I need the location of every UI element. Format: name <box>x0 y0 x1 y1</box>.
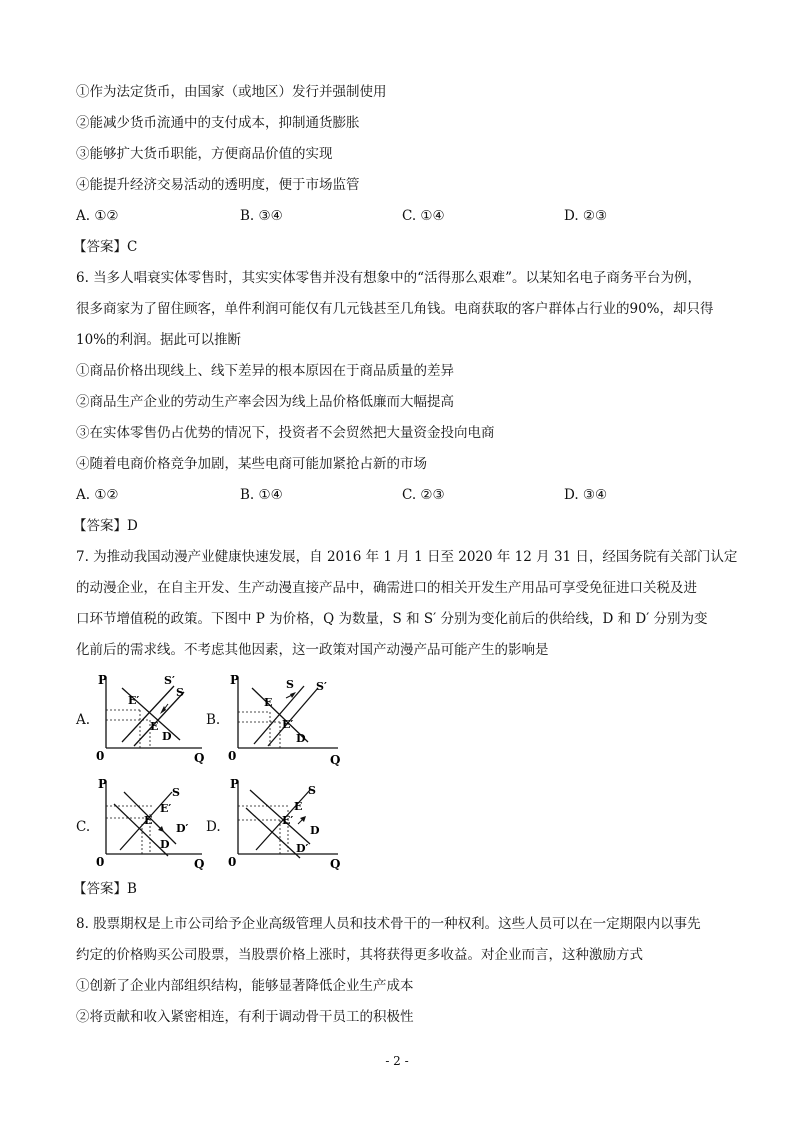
graph-a-origin-label: 0 <box>96 749 105 763</box>
q5-answer: 【答案】C <box>73 239 138 255</box>
graph-b-s-prime-label: S′ <box>316 680 327 693</box>
page-number: - 2 - <box>385 1054 409 1068</box>
graph-d <box>226 774 342 870</box>
q6-option-4: ④随着电商价格竞争加剧，某些电商可能加紧抢占新的市场 <box>76 456 427 472</box>
graph-a-q-label: Q <box>194 751 205 764</box>
q5-option-3: ③能够扩大货币职能，方便商品价值的实现 <box>76 146 333 162</box>
graph-d-letter: D. <box>206 819 221 835</box>
q6-option-1: ①商品价格出现线上、线下差异的根本原因在于商品质量的差异 <box>76 363 454 379</box>
q5-choices <box>76 206 716 226</box>
q8-option-2: ②将贡献和收入紧密相连，有利于调动骨干员工的积极性 <box>76 1009 414 1025</box>
q6-choice-a: A. ①② <box>76 487 119 503</box>
graph-d-d-prime-label: D′ <box>296 842 309 855</box>
graph-b-origin-label: 0 <box>228 749 237 763</box>
q7-stem-line-3: 口环节增值税的政策。下图中 P 为价格，Q 为数量，S 和 S′ 分别为变化前后的供给线，D 和 D′ 分别为变 <box>76 611 708 627</box>
graph-c-q-label: Q <box>194 857 205 870</box>
graph-b-q-label: Q <box>330 753 341 766</box>
graph-c-p-label: P <box>98 777 108 791</box>
graph-c-origin-label: 0 <box>96 855 105 869</box>
q6-stem-line-3: 10%的利润。据此可以推断 <box>76 332 242 348</box>
graph-c-d-label: D <box>160 838 170 851</box>
graph-b-letter: B. <box>206 712 221 728</box>
q5-option-1: ①作为法定货币，由国家（或地区）发行并强制使用 <box>76 84 387 100</box>
graph-d-e-prime-label: E′ <box>282 814 294 827</box>
graph-c <box>94 774 206 870</box>
q5-choice-d: D. ②③ <box>564 208 608 224</box>
graph-c-e-prime-label: E′ <box>160 802 172 815</box>
graph-b <box>226 672 342 766</box>
graph-a-letter: A. <box>76 712 91 728</box>
graph-c-letter: C. <box>76 819 91 835</box>
q6-choice-c: C. ②③ <box>402 487 445 503</box>
q5-option-4: ④能提升经济交易活动的透明度，便于市场监管 <box>76 177 360 193</box>
graph-c-s-label: S <box>172 786 180 799</box>
q5-option-2: ②能减少货币流通中的支付成本，抑制通货膨胀 <box>76 115 360 131</box>
graph-b-e-label: E <box>264 696 273 709</box>
q8-option-1: ①创新了企业内部组织结构，能够显著降低企业生产成本 <box>76 978 414 994</box>
graph-d-e-label: E <box>294 800 303 813</box>
graph-c-e-label: E <box>144 814 153 827</box>
graph-d-p-label: P <box>230 777 240 791</box>
q5-choice-a: A. ①② <box>76 208 119 224</box>
q7-stem-line-2: 的动漫企业，在自主开发、生产动漫直接产品中，确需进口的相关开发生产用品可享受免征进口关税及进 <box>76 580 697 596</box>
q5-choice-c: C. ①④ <box>402 208 445 224</box>
q8-stem-line-1: 8. 股票期权是上市公司给予企业高级管理人员和技术骨干的一种权利。这些人员可以在一定期限内以事先 <box>76 916 701 932</box>
q8-stem-line-2: 约定的价格购买公司股票，当股票价格上涨时，其将获得更多收益。对企业而言，这种激励方式 <box>76 947 643 963</box>
graph-d-origin-label: 0 <box>228 855 237 869</box>
q6-option-2: ②商品生产企业的劳动生产率会因为线上品价格低廉而大幅提高 <box>76 394 454 410</box>
q7-stem-line-4: 化前后的需求线。不考虑其他因素，这一政策对国产动漫产品可能产生的影响是 <box>76 642 549 658</box>
graph-b-e-prime-label: E′ <box>282 718 294 731</box>
q6-option-3: ③在实体零售仍占优势的情况下，投资者不会贸然把大量资金投向电商 <box>76 425 495 441</box>
graph-b-p-label: P <box>230 673 240 687</box>
q6-stem-line-1: 6. 当多人唱衰实体零售时，其实实体零售并没有想象中的“活得那么艰难”。以某知名电子商务平台为例， <box>76 270 701 286</box>
graph-a-e-label: E <box>150 720 159 733</box>
q6-choice-d: D. ③④ <box>564 487 608 503</box>
q7-stem-line-1: 7. 为推动我国动漫产业健康快速发展，自 2016 年 1 月 1 日至 2020 年 12 月 31 日，经国务院有关部门认定 <box>76 549 738 565</box>
graph-a-s-label: S <box>176 686 184 699</box>
graph-b-d-label: D <box>296 732 306 745</box>
graph-d-s-label: S <box>308 784 316 797</box>
q6-answer: 【答案】D <box>73 518 138 534</box>
graph-d-d-label: D <box>310 824 320 837</box>
graph-c-d-prime-label: D′ <box>176 822 189 835</box>
graph-a-e-prime-label: E′ <box>128 694 140 707</box>
q6-choices <box>76 485 716 505</box>
graph-b-s-label: S <box>286 678 294 691</box>
graph-a-s-prime-label: S′ <box>164 674 175 687</box>
graph-a-p-label: P <box>98 673 108 687</box>
q6-choice-b: B. ①④ <box>240 487 283 503</box>
q6-stem-line-2: 很多商家为了留住顾客，单件利润可能仅有几元钱甚至几角钱。电商获取的客户群体占行业的90%，却只得 <box>76 301 714 317</box>
q5-choice-b: B. ③④ <box>240 208 283 224</box>
graph-d-q-label: Q <box>330 857 341 870</box>
graph-a-d-label: D <box>162 730 172 743</box>
q7-answer: 【答案】B <box>73 881 137 897</box>
graph-a <box>94 672 206 764</box>
